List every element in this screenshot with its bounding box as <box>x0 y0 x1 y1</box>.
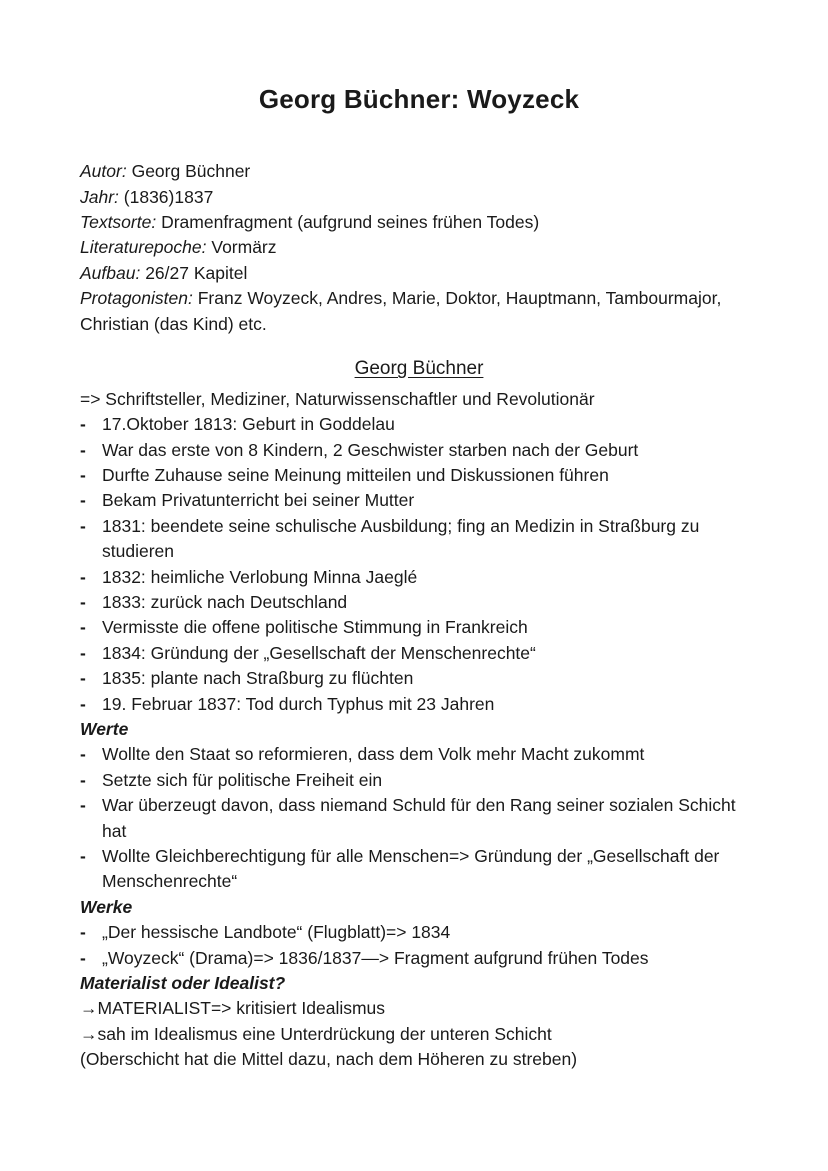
list-item <box>80 666 758 691</box>
bullet-marker: - <box>80 769 86 790</box>
list-item <box>80 768 758 793</box>
bullet-text: Wollte den Staat so reformieren, dass dem Volk mehr Macht zukommt <box>102 744 645 765</box>
list-item <box>80 488 758 513</box>
meta-label: Protagonisten: <box>80 288 193 309</box>
subheading-werke: Werke <box>80 896 133 917</box>
list-item <box>80 615 758 640</box>
bullet-text: 1831: beendete seine schulische Ausbildung; fing an Medizin in Straßburg zu studieren <box>102 515 700 562</box>
list-item <box>80 844 758 895</box>
list-item <box>80 920 758 945</box>
meta-label: Textsorte: <box>80 212 157 232</box>
meta-line <box>80 235 758 260</box>
bullet-marker: - <box>80 795 86 816</box>
bullet-marker: - <box>80 439 86 460</box>
note-line: (Oberschicht hat die Mittel dazu, nach dem Höheren zu streben) <box>80 1049 578 1070</box>
bullet-marker: - <box>80 566 86 587</box>
meta-line <box>80 159 758 184</box>
bullet-text: Setzte sich für politische Freiheit ein <box>102 769 383 790</box>
bullet-marker: - <box>80 744 86 765</box>
list-item <box>80 641 758 666</box>
meta-label: Jahr: <box>80 186 119 207</box>
intro-line: => Schriftsteller, Mediziner, Naturwissenschaftler und Revolutionär <box>80 388 595 409</box>
bullet-marker: - <box>80 693 86 714</box>
bullet-text: 1835: plante nach Straßburg zu flüchten <box>102 668 414 689</box>
list-item <box>80 438 758 463</box>
list-item <box>80 412 758 437</box>
bullet-text: 1832: heimliche Verlobung Minna Jaeglé <box>102 566 418 587</box>
meta-line <box>80 261 758 286</box>
meta-value: (1836)1837 <box>123 186 214 207</box>
bullet-text: „Der hessische Landbote“ (Flugblatt)=> 1834 <box>102 922 451 943</box>
bullet-marker: - <box>80 947 86 968</box>
bullet-text: War überzeugt davon, dass niemand Schuld für den Rang seiner sozialen Schicht hat <box>102 795 736 841</box>
list-item <box>80 565 758 590</box>
list-item <box>80 463 758 488</box>
werke-bullet-list <box>80 920 758 971</box>
bullet-marker: - <box>80 642 86 663</box>
subheading-materialist: Materialist oder Idealist? <box>80 973 286 994</box>
meta-label: Autor: <box>80 161 127 182</box>
meta-value: Georg Büchner <box>131 161 251 182</box>
bullet-marker: - <box>80 464 86 485</box>
list-item <box>80 590 758 615</box>
bullet-text: Vermisste die offene politische Stimmung in Frankreich <box>102 617 528 638</box>
bullet-marker: - <box>80 617 86 638</box>
meta-line <box>80 210 758 235</box>
section-heading: Georg Büchner <box>354 358 484 380</box>
meta-value: Vormärz <box>211 237 277 258</box>
meta-line <box>80 185 758 210</box>
werte-bullet-list <box>80 742 758 894</box>
bullet-text: Durfte Zuhause seine Meinung mitteilen und Diskussionen führen <box>102 464 609 485</box>
list-item <box>80 946 758 971</box>
meta-line <box>80 286 758 337</box>
bullet-text: Wollte Gleichberechtigung für alle Menschen=> Gründung der „Gesellschaft der Menschenrechte“ <box>102 846 720 892</box>
arrow-line: →MATERIALIST=> kritisiert Idealismus <box>80 998 386 1019</box>
meta-block <box>80 159 758 337</box>
bullet-text: 1834: Gründung der „Gesellschaft der Menschenrechte“ <box>102 642 536 663</box>
bullet-marker: - <box>80 668 86 689</box>
meta-value: 26/27 Kapitel <box>145 262 248 283</box>
subheading-werte: Werte <box>80 719 129 739</box>
list-item <box>80 692 758 717</box>
meta-label: Aufbau: <box>80 262 141 283</box>
bullet-text: 1833: zurück nach Deutschland <box>102 591 348 612</box>
bullet-text: 17.Oktober 1813: Geburt in Goddelau <box>102 414 395 435</box>
bullet-marker: - <box>80 490 86 511</box>
meta-value: Franz Woyzeck, Andres, Marie, Doktor, Hauptmann, Tambourmajor, Christian (das Kind) etc. <box>80 288 722 334</box>
meta-value: Dramenfragment (aufgrund seines frühen Todes) <box>161 212 540 232</box>
bullet-marker: - <box>80 591 86 612</box>
arrow-line: →sah im Idealismus eine Unterdrückung der unteren Schicht <box>80 1023 552 1044</box>
bio-bullet-list <box>80 412 758 717</box>
bullet-marker: - <box>80 515 86 536</box>
list-item <box>80 793 758 844</box>
bullet-marker: - <box>80 922 86 943</box>
bullet-marker: - <box>80 414 86 435</box>
bullet-marker: - <box>80 846 86 867</box>
list-item <box>80 514 758 565</box>
list-item <box>80 742 758 767</box>
bullet-text: War das erste von 8 Kindern, 2 Geschwister starben nach der Geburt <box>102 439 639 460</box>
page-title: Georg Büchner: Woyzeck <box>258 84 580 114</box>
meta-label: Literaturepoche: <box>80 237 207 258</box>
bullet-text: Bekam Privatunterricht bei seiner Mutter <box>102 490 415 511</box>
bullet-text: 19. Februar 1837: Tod durch Typhus mit 23 Jahren <box>102 693 495 714</box>
bullet-text: „Woyzeck“ (Drama)=> 1836/1837—> Fragment aufgrund frühen Todes <box>102 947 649 968</box>
